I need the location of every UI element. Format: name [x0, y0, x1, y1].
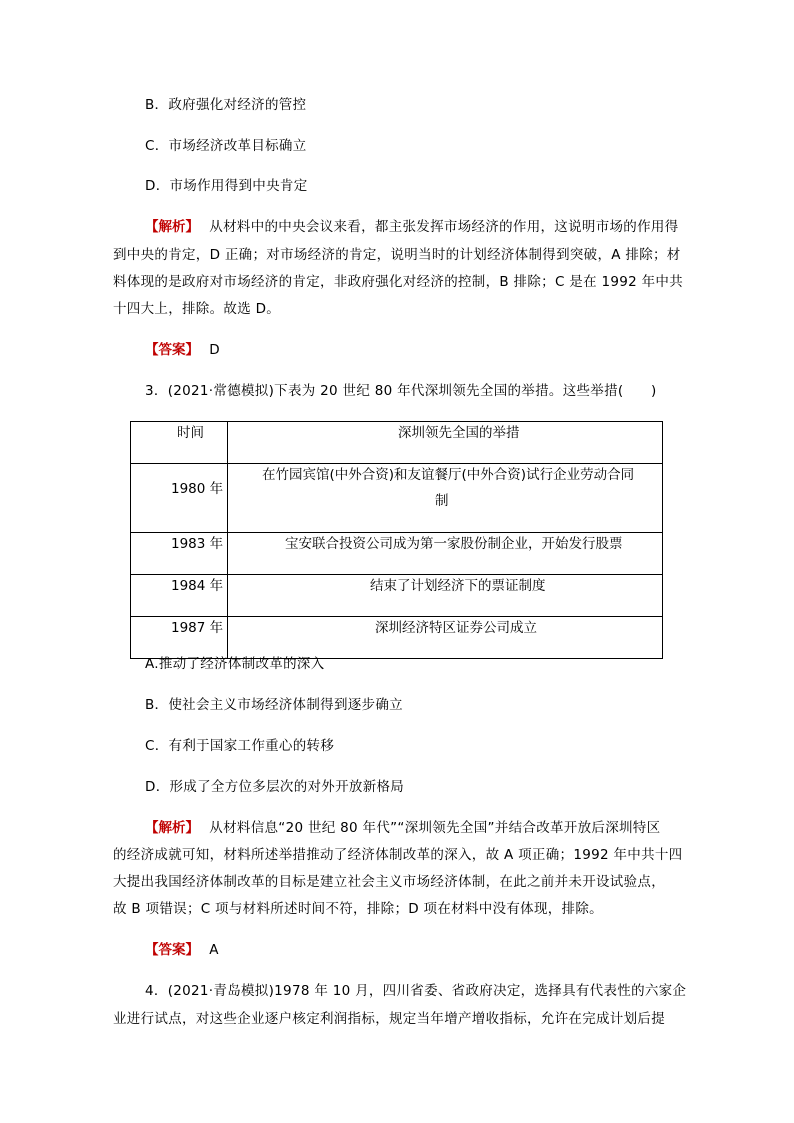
q3-analysis-text-3: 大提出我国经济体制改革的目标是建立社会主义市场经济体制，在此之前并未开设试验点， — [113, 874, 665, 890]
q3-option-a: A.推动了经济体制改革的深入 — [145, 656, 325, 672]
year-1987: 1987 年 — [171, 620, 224, 636]
q3-analysis-line-1 — [145, 819, 660, 837]
measure-1980-line-1: 在竹园宾馆(中外合资)和友谊餐厅(中外合资)试行企业劳动合同 — [262, 467, 635, 483]
table-row — [131, 464, 663, 533]
q2-analysis-text-1: 从材料中的中央会议来看，都主张发挥市场经济的作用，这说明市场的作用得 — [209, 219, 679, 235]
measure-1980-line-2: 制 — [435, 493, 449, 509]
table-cell-measure — [228, 617, 663, 659]
measure-1987: 深圳经济特区证券公司成立 — [375, 620, 537, 636]
q2-answer-value: D — [209, 342, 220, 358]
q2-option-d: D．市场作用得到中央肯定 — [145, 178, 308, 194]
q3-option-d: D．形成了全方位多层次的对外开放新格局 — [145, 779, 405, 795]
q2-analysis-text-4: 十四大上，排除。故选 D。 — [113, 301, 281, 317]
q2-analysis-line-1 — [145, 218, 679, 236]
table-header-cell — [228, 422, 663, 464]
table-cell-measure — [228, 575, 663, 617]
table-header-row — [131, 422, 663, 464]
table-cell-year — [131, 575, 228, 617]
header-measure: 深圳领先全国的举措 — [398, 425, 520, 441]
q3-answer-line — [145, 941, 219, 959]
q2-option-b: B．政府强化对经济的管控 — [145, 97, 307, 113]
table-row — [131, 617, 663, 659]
table-cell-measure — [228, 464, 663, 533]
q2-analysis-text-3: 料体现的是政府对市场经济的肯定，非政府强化对经济的控制，B 排除；C 是在 1992 年中共 — [113, 274, 684, 290]
table-row — [131, 575, 663, 617]
table-cell-year — [131, 464, 228, 533]
q4-stem-line-1: 4．(2021·青岛模拟)1978 年 10 月，四川省委、省政府决定，选择具有代表性的六家企 — [145, 983, 687, 999]
q3-stem: 3．(2021·常德模拟)下表为 20 世纪 80 年代深圳领先全国的举措。这些举措( ) — [145, 383, 657, 399]
q3-analysis-text-2: 的经济成就可知，材料所述举措推动了经济体制改革的深入，故 A 项正确；1992 年中共十四 — [113, 847, 683, 863]
q3-analysis-text-4: 故 B 项错误；C 项与材料所述时间不符，排除；D 项在材料中没有体现，排除。 — [113, 901, 603, 917]
q3-analysis-text-1: 从材料信息“20 世纪 80 年代”“深圳领先全国”并结合改革开放后深圳特区 — [209, 820, 661, 836]
q2-option-c: C．市场经济改革目标确立 — [145, 138, 307, 154]
table-cell-year — [131, 617, 228, 659]
table-cell-measure — [228, 533, 663, 575]
q3-answer-value: A — [209, 942, 219, 958]
year-1983: 1983 年 — [171, 536, 224, 552]
header-time: 时间 — [177, 425, 204, 441]
q3-option-b: B．使社会主义市场经济体制得到逐步确立 — [145, 697, 403, 713]
q2-answer-tag: 【答案】 — [145, 342, 199, 358]
q3-analysis-tag: 【解析】 — [145, 820, 199, 836]
measure-1983: 宝安联合投资公司成为第一家股份制企业，开始发行股票 — [285, 536, 623, 552]
measure-1984: 结束了计划经济下的票证制度 — [370, 578, 546, 594]
q2-answer-line — [145, 341, 220, 359]
q2-analysis-text-2: 到中央的肯定，D 正确；对市场经济的肯定，说明当时的计划经济体制得到突破，A 排除；材 — [113, 247, 681, 263]
table-cell-year — [131, 533, 228, 575]
q2-analysis-tag: 【解析】 — [145, 219, 199, 235]
q4-stem-line-2: 业进行试点，对这些企业逐户核定利润指标，规定当年增产增收指标，允许在完成计划后提 — [113, 1011, 665, 1027]
q3-option-c: C．有利于国家工作重心的转移 — [145, 738, 335, 754]
table-row — [131, 533, 663, 575]
table-header-cell — [131, 422, 228, 464]
q3-table — [130, 421, 663, 659]
q3-answer-tag: 【答案】 — [145, 942, 199, 958]
year-1984: 1984 年 — [171, 578, 224, 594]
year-1980: 1980 年 — [171, 481, 224, 497]
